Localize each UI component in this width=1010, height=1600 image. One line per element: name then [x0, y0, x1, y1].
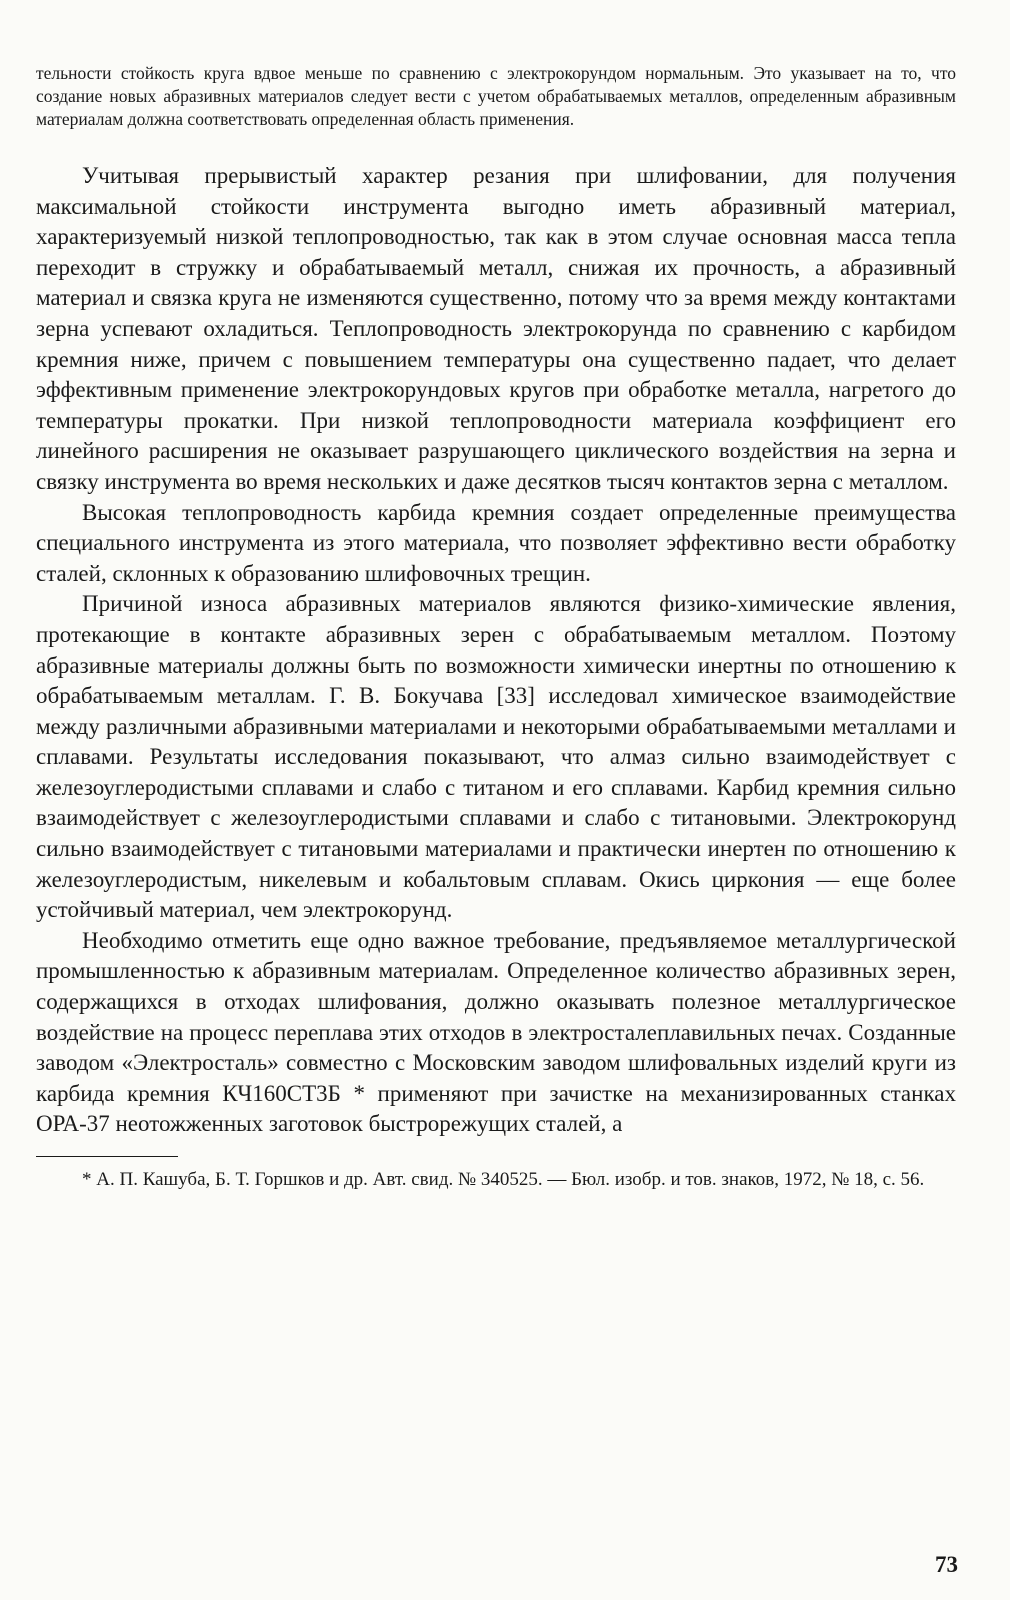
- paragraph-4: Необходимо отметить еще одно важное требование, предъявляемое металлургической промышленностью к абразивным материалам. Определенное количество абразивных зерен, содержащихся в отходах шлифования, должно оказывать полезное металлургическое воздействие на процесс переплава этих отходов в электросталеплавильных печах. Созданные заводом «Электросталь» совместно с Московским заводом шлифовальных изделий круги из карбида кремния КЧ160СТ3Б * применяют при зачистке на механизированных станках ОРА-37 неотожженных заготовок быстрорежущих сталей, а: [36, 927, 956, 1137]
- intro-paragraph: тельности стойкость круга вдвое меньше по сравнению с электрокорундом нормальным. Это указывает на то, что создание новых абразивных материалов следует вести с учетом обрабатываемых металлов, определенным абразивным материалам должна соответствовать определенная область применения.: [36, 63, 956, 129]
- page-number: 73: [935, 1552, 958, 1577]
- paragraph-3: Причиной износа абразивных материалов являются физико-химические явления, протекающие в контакте абразивных зерен с обрабатываемым металлом. Поэтому абразивные материалы должны быть по возможности химически инертны по отношению к обрабатываемым металлам. Г. В. Бокучава [33] исследовал химическое взаимодействие между различными абразивными материалами и некоторыми обрабатываемыми металлами и сплавами. Результаты исследования показывают, что алмаз сильно взаимодействует с железоуглеродистыми сплавами и слабо с титаном и его сплавами. Карбид кремния сильно взаимодействует с железоуглеродистыми сплавами и слабо с титановыми. Электрокорунд сильно взаимодействует с титановыми материалами и практически инертен по отношению к железоуглеродистым, никелевым и кобальтовым сплавам. Окись циркония — еще более устойчивый материал, чем электрокорунд.: [36, 591, 956, 923]
- footnote: * А. П. Кашуба, Б. Т. Горшков и др. Авт. свид. № 340525. — Бюл. изобр. и тов. знаков, 1972, № 18, с. 56.: [82, 1169, 925, 1190]
- paragraph-1: Учитывая прерывистый характер резания при шлифовании, для получения максимальной стойкости инструмента выгодно иметь абразивный материал, характеризуемый низкой теплопроводностью, так как в этом случае основная масса тепла переходит в стружку и обрабатываемый металл, снижая их прочность, а абразивный материал и связка круга не изменяются существенно, потому что за время между контактами зерна успевают охладиться. Теплопроводность электрокорунда по сравнению с карбидом кремния ниже, причем с повышением температуры она существенно падает, что делает эффективным применение электрокорундовых кругов при обработке металла, нагретого до температуры прокатки. При низкой теплопроводности материала коэффициент его линейного расширения не оказывает разрушающего циклического воздействия на зерна и связку инструмента во время нескольких и даже десятков тысяч контактов зерна с металлом.: [36, 163, 956, 494]
- paragraph-2: Высокая теплопроводность карбида кремния создает определенные преимущества специального инструмента из этого материала, что позволяет эффективно вести обработку сталей, склонных к образованию шлифовочных трещин.: [36, 499, 956, 586]
- footnote-divider: [36, 1156, 178, 1157]
- page-content: [36, 62, 956, 1192]
